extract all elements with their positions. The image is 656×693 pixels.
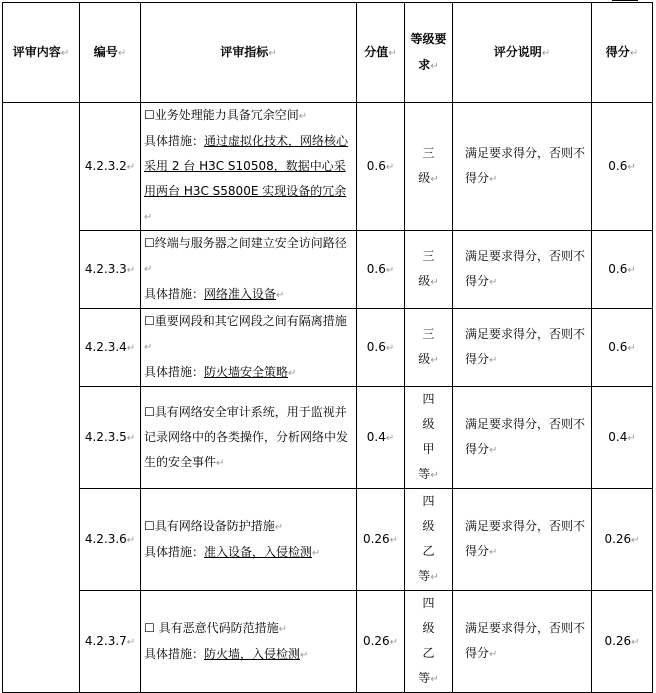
para-mark: ↵ — [430, 470, 439, 481]
header-indicator: 评审指标↵ — [141, 3, 357, 103]
level-cell — [405, 231, 453, 309]
got-value: 0.6 — [608, 158, 628, 173]
explain-cell — [453, 309, 592, 387]
score-value: 0.6 — [366, 339, 386, 354]
table-row — [3, 309, 653, 387]
explain-text: 满足要求得分，否则不得分 — [465, 621, 586, 660]
checkbox-icon: ☐ — [144, 236, 155, 250]
para-mark: ↵ — [385, 342, 395, 354]
score-cell — [357, 591, 405, 693]
explain-cell — [453, 387, 592, 489]
para-mark: ↵ — [627, 264, 636, 276]
explain-text: 满足要求得分，否则不得分 — [465, 249, 586, 288]
score-cell — [357, 387, 405, 489]
level-char: 级↵ — [418, 171, 439, 185]
level-char: 三 — [422, 249, 435, 263]
level-char: 等↵ — [418, 671, 439, 685]
para-mark: ↵ — [489, 547, 498, 558]
para-mark: ↵ — [126, 161, 136, 173]
measure-line — [144, 642, 353, 668]
para-mark: ↵ — [430, 355, 439, 366]
measure-line — [144, 129, 353, 230]
review-table — [2, 2, 653, 693]
indicator-line — [144, 616, 353, 642]
document-page — [2, 2, 653, 693]
para-mark: ↵ — [274, 521, 284, 533]
table-row — [3, 489, 653, 591]
para-mark: ↵ — [489, 649, 498, 660]
measure-label: 具体措施： — [144, 646, 205, 661]
level-char: 乙 — [422, 544, 435, 558]
measure-text: 防火墙，入侵检测 — [204, 646, 301, 661]
para-mark: ↵ — [631, 534, 640, 546]
measure-line — [144, 540, 353, 566]
measure-label: 具体措施： — [144, 544, 205, 559]
indicator-text: 业务处理能力具备冗余空间 — [154, 108, 299, 122]
indicator-line — [144, 231, 353, 282]
got-value: 0.26 — [604, 633, 632, 648]
header-top-rule — [612, 0, 638, 1]
para-mark: ↵ — [631, 636, 640, 648]
got-value: 0.6 — [608, 339, 628, 354]
header-score: 分值↵ — [357, 3, 405, 103]
got-cell — [592, 387, 653, 489]
indicator-text: 具有网络安全审计系统，用于监视并记录网络中的各类操作，分析网络中发生的安全事件 — [144, 404, 349, 469]
para-mark: ↵ — [489, 355, 498, 366]
level-cell — [405, 387, 453, 489]
explain-text: 满足要求得分，否则不得分 — [465, 146, 586, 185]
indicator-text: 终端与服务器之间建立安全访问路径 — [154, 236, 347, 250]
indicator-cell — [141, 103, 357, 231]
para-mark: ↵ — [312, 547, 321, 559]
code-cell — [80, 387, 141, 489]
measure-label: 具体措施： — [144, 365, 205, 379]
code-value: 4.2.3.6 — [84, 531, 127, 546]
score-value: 0.26 — [362, 531, 390, 546]
indicator-text: 具有网络设备防护措施 — [154, 518, 275, 533]
code-cell — [80, 489, 141, 591]
table-row — [3, 387, 653, 489]
level-char: 四 — [422, 392, 435, 406]
code-cell — [80, 103, 141, 231]
para-mark: ↵ — [126, 264, 136, 276]
score-cell — [357, 103, 405, 231]
para-mark: ↵ — [627, 161, 636, 173]
para-mark: ↵ — [489, 174, 498, 185]
score-cell — [357, 489, 405, 591]
level-cell — [405, 591, 453, 693]
para-mark: ↵ — [385, 432, 395, 444]
para-mark: ↵ — [126, 342, 136, 354]
got-cell — [592, 231, 653, 309]
code-value: 4.2.3.3 — [84, 261, 127, 276]
header-row — [3, 3, 653, 103]
checkbox-icon: ☐ — [144, 518, 155, 533]
score-value: 0.6 — [366, 158, 386, 173]
score-value: 0.26 — [362, 633, 390, 648]
para-mark: ↵ — [144, 212, 153, 223]
table-row — [3, 103, 653, 231]
header-explain: 评分说明↵ — [453, 3, 592, 103]
header-got: 得分↵ — [592, 3, 653, 103]
para-mark: ↵ — [430, 277, 439, 288]
got-cell — [592, 489, 653, 591]
indicator-line — [144, 309, 353, 360]
indicator-line — [144, 400, 353, 476]
score-cell — [357, 231, 405, 309]
header-level: 等级要求↵ — [405, 3, 453, 103]
para-mark: ↵ — [627, 342, 636, 354]
explain-cell — [453, 591, 592, 693]
para-mark: ↵ — [216, 457, 225, 469]
level-char: 四 — [422, 494, 435, 508]
checkbox-icon: ☐ — [144, 314, 155, 328]
indicator-cell — [141, 591, 357, 693]
level-char: 级↵ — [418, 352, 439, 366]
got-cell — [592, 309, 653, 387]
measure-label: 具体措施： — [144, 287, 205, 301]
code-value: 4.2.3.5 — [84, 429, 127, 444]
header-content: 评审内容↵ — [3, 3, 80, 103]
para-mark: ↵ — [389, 636, 399, 648]
level-char: 等↵ — [418, 467, 439, 481]
explain-cell — [453, 489, 592, 591]
table-row — [3, 231, 653, 309]
indicator-cell — [141, 309, 357, 387]
explain-text: 满足要求得分，否则不得分 — [465, 327, 586, 366]
level-char: 三 — [422, 327, 435, 341]
code-cell — [80, 231, 141, 309]
para-mark: ↵ — [300, 649, 309, 661]
para-mark: ↵ — [288, 368, 297, 379]
para-mark: ↵ — [144, 342, 153, 353]
para-mark: ↵ — [627, 432, 636, 444]
code-cell — [80, 309, 141, 387]
level-cell — [405, 309, 453, 387]
indicator-line — [144, 103, 353, 129]
para-mark: ↵ — [489, 277, 498, 288]
code-cell — [80, 591, 141, 693]
checkbox-icon: ☐ — [144, 620, 155, 635]
got-cell — [592, 591, 653, 693]
score-cell — [357, 309, 405, 387]
para-mark: ↵ — [126, 534, 136, 546]
measure-text: 通过虚拟化技术，网络核心采用 2 台 H3C S10508，数据中心采用两台 H3C S5800E 实现设备的冗余 — [144, 134, 349, 198]
para-mark: ↵ — [385, 264, 395, 276]
para-mark: ↵ — [126, 636, 136, 648]
explain-cell — [453, 231, 592, 309]
level-char: 四 — [422, 596, 435, 610]
explain-cell — [453, 103, 592, 231]
indicator-cell — [141, 387, 357, 489]
para-mark: ↵ — [126, 432, 136, 444]
para-mark: ↵ — [489, 445, 498, 456]
measure-text: 网络准入设备 — [204, 287, 277, 301]
measure-text: 准入设备，入侵检测 — [204, 544, 313, 559]
level-char: 三 — [422, 146, 435, 160]
code-value: 4.2.3.2 — [84, 158, 127, 173]
measure-text: 防火墙安全策略 — [204, 365, 289, 379]
score-value: 0.4 — [366, 429, 386, 444]
level-char: 级 — [422, 621, 435, 635]
indicator-line — [144, 514, 353, 540]
header-code: 编号↵ — [80, 3, 141, 103]
level-char: 甲 — [422, 442, 435, 456]
para-mark: ↵ — [298, 111, 308, 122]
para-mark: ↵ — [430, 174, 439, 185]
explain-text: 满足要求得分，否则不得分 — [465, 519, 586, 558]
level-char: 级 — [422, 417, 435, 431]
indicator-text: 具有恶意代码防范措施 — [154, 620, 279, 635]
measure-label: 具体措施： — [144, 134, 205, 148]
para-mark: ↵ — [430, 674, 439, 685]
code-value: 4.2.3.7 — [84, 633, 127, 648]
level-cell — [405, 103, 453, 231]
level-char: 级 — [422, 519, 435, 533]
level-char: 级↵ — [418, 274, 439, 288]
level-char: 乙 — [422, 646, 435, 660]
indicator-cell — [141, 489, 357, 591]
code-value: 4.2.3.4 — [84, 339, 127, 354]
measure-line — [144, 282, 353, 308]
explain-text: 满足要求得分，否则不得分 — [465, 417, 586, 456]
checkbox-icon: ☐ — [144, 108, 155, 122]
para-mark: ↵ — [430, 572, 439, 583]
got-value: 0.26 — [604, 531, 632, 546]
level-cell — [405, 489, 453, 591]
indicator-text: 重要网段和其它网段之间有隔离措施 — [154, 314, 347, 328]
measure-line — [144, 360, 353, 386]
got-value: 0.4 — [608, 429, 628, 444]
para-mark: ↵ — [276, 290, 285, 301]
score-value: 0.6 — [366, 261, 386, 276]
level-char: 等↵ — [418, 569, 439, 583]
para-mark: ↵ — [389, 534, 399, 546]
checkbox-icon: ☐ — [144, 404, 155, 419]
got-value: 0.6 — [608, 261, 628, 276]
indicator-cell — [141, 231, 357, 309]
para-mark: ↵ — [144, 264, 153, 275]
content-cell — [3, 103, 80, 693]
got-cell — [592, 103, 653, 231]
table-row — [3, 591, 653, 693]
para-mark: ↵ — [385, 161, 395, 173]
para-mark: ↵ — [278, 623, 287, 635]
